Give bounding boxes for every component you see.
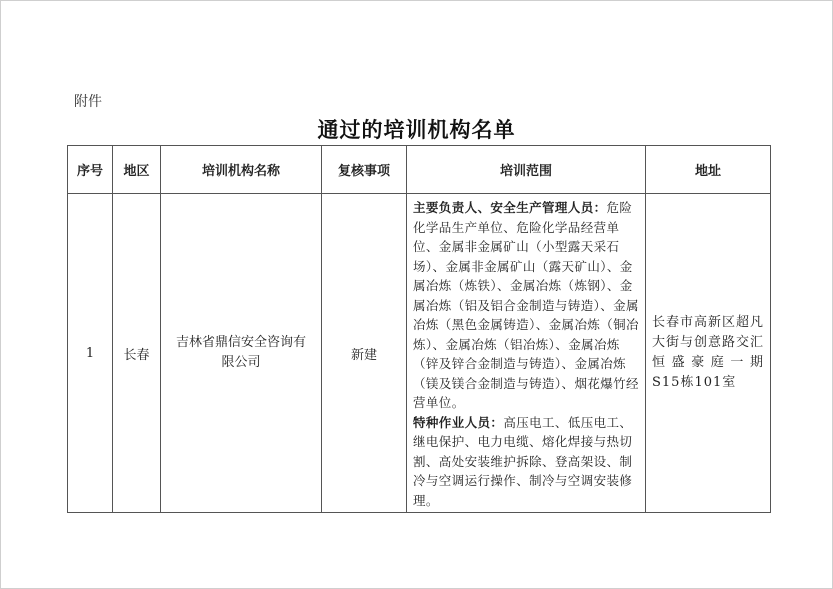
cell-region: 长春: [113, 194, 161, 513]
page-title: 通过的培训机构名单: [317, 117, 516, 142]
header-org-name: 培训机构名称: [161, 146, 322, 194]
institution-table: [67, 145, 771, 513]
cell-address: 长春市高新区超凡大街与创意路交汇恒盛豪庭一期S15栋101室: [646, 194, 771, 513]
scope-group2-text: 高压电工、低压电工、继电保护、电力电缆、熔化焊接与热切割、高处安装维护拆除、登高架设、制冷与空调运行操作、制冷与空调安装修理。: [413, 414, 633, 508]
header-review-item: 复核事项: [322, 146, 407, 194]
header-address: 地址: [646, 146, 771, 194]
header-scope: 培训范围: [407, 146, 646, 194]
cell-index: 1: [68, 194, 113, 513]
header-index: 序号: [68, 146, 113, 194]
scope-group1-title: 主要负责人、安全生产管理人员：: [413, 200, 607, 215]
cell-scope: [407, 194, 646, 513]
cell-review-item: 新建: [322, 194, 407, 513]
cell-org-name: 吉林省鼎信安全咨询有限公司: [161, 194, 322, 513]
scope-group1-text: 危险化学品生产单位、危险化学品经营单位、金属非金属矿山（小型露天采石场）、金属非金属矿山（露天矿山）、金属冶炼（炼铁）、金属冶炼（炼钢）、金属冶炼（铝及铝合金制造与铸造）、金属冶炼（黑色金属铸造）、金属冶炼（铜冶炼）、金属冶炼（铝冶炼）、金属冶炼（锌及锌合金制造与铸造）、金属冶炼（镁及镁合金制造与铸造）、烟花爆竹经营单位。: [413, 200, 639, 410]
attachment-label: 附件: [74, 94, 102, 110]
table-row: [68, 194, 771, 513]
scope-group2-title: 特种作业人员：: [413, 414, 504, 430]
header-region: 地区: [113, 146, 161, 194]
table-header-row: [68, 146, 771, 194]
